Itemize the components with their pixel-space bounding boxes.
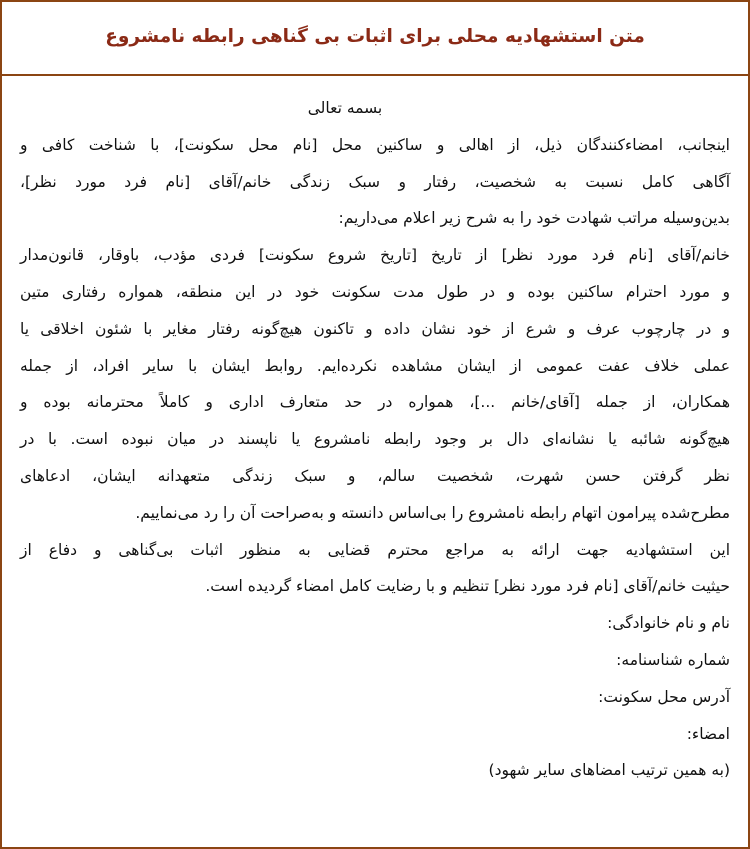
field-other-witnesses-note: (به همین ترتیب امضاهای سایر شهود) [488, 761, 730, 780]
testimony-line: و مورد احترام ساکنین بوده و در طول مدت سکونت خود در این منطقه، همواره رفتاری متین [20, 282, 730, 301]
witness-fields [20, 605, 730, 789]
testimony-line: همکاران، از جمله [آقای/خانم ...]، همواره در حد متعارف اداری و کاملاً محترمانه بوده و [20, 393, 730, 412]
testimony-line: حیثیت خانم/آقای [نام فرد مورد نظر] تنظیم و با رضایت کامل امضاء گردیده است. [205, 577, 730, 596]
field-id-number: شماره شناسنامه: [616, 650, 730, 669]
testimony-line: مطرح‌شده پیرامون اتهام رابطه نامشروع را بی‌اساس دانسته و به‌صراحت آن را رد می‌نماییم. [135, 503, 730, 522]
bismillah: بسمه تعالی [307, 99, 383, 117]
testimony-line: هیچ‌گونه شائبه یا نشانه‌ای دال بر وجود رابطه نامشروع یا ناپسند در میان نبوده است. با در [20, 430, 730, 449]
document-body [20, 90, 730, 789]
title-divider [2, 74, 748, 76]
testimony-line: عملی خلاف عفت عمومی از ایشان مشاهده نکرده‌ایم. روابط ایشان با سایر افراد، از جمله [20, 356, 730, 375]
testimony-paragraph [20, 237, 730, 605]
intro-line: آگاهی کامل نسبت به شخصیت، رفتار و سبک زندگی خانم/آقای [نام فرد مورد نظر]، [20, 172, 730, 191]
testimony-line: و در چارچوب عرف و شرع از خود نشان داده و تاکنون هیچ‌گونه رفتار مغایر با شئون اخلاقی یا [20, 319, 730, 338]
testimony-line: خانم/آقای [نام فرد مورد نظر] از تاریخ [تاریخ شروع سکونت] فردی مؤدب، باوقار، قانون‌مدار [20, 246, 730, 265]
intro-line: بدین‌وسیله مراتب شهادت خود را به شرح زیر اعلام می‌داریم: [338, 209, 730, 228]
testimony-line: نظر گرفتن حسن شهرت، شخصیت سالم، و سبک زندگی متعهدانه ایشان، ادعاهای [20, 466, 730, 485]
intro-paragraph [20, 127, 730, 237]
testimony-line: این استشهادیه جهت ارائه به مراجع محترم قضایی به منظور اثبات بی‌گناهی و دفاع از [20, 540, 730, 559]
page-title: متن استشهادیه محلی برای اثبات بی گناهی رابطه نامشروع [105, 26, 645, 47]
field-address: آدرس محل سکونت: [598, 687, 730, 706]
field-full-name: نام و نام خانوادگی: [607, 614, 730, 633]
field-signature: امضاء: [686, 724, 730, 743]
intro-line: اینجانب، امضاءکنندگان ذیل، از اهالی و ساکنین محل [نام محل سکونت]، با شناخت کافی و [20, 135, 730, 154]
